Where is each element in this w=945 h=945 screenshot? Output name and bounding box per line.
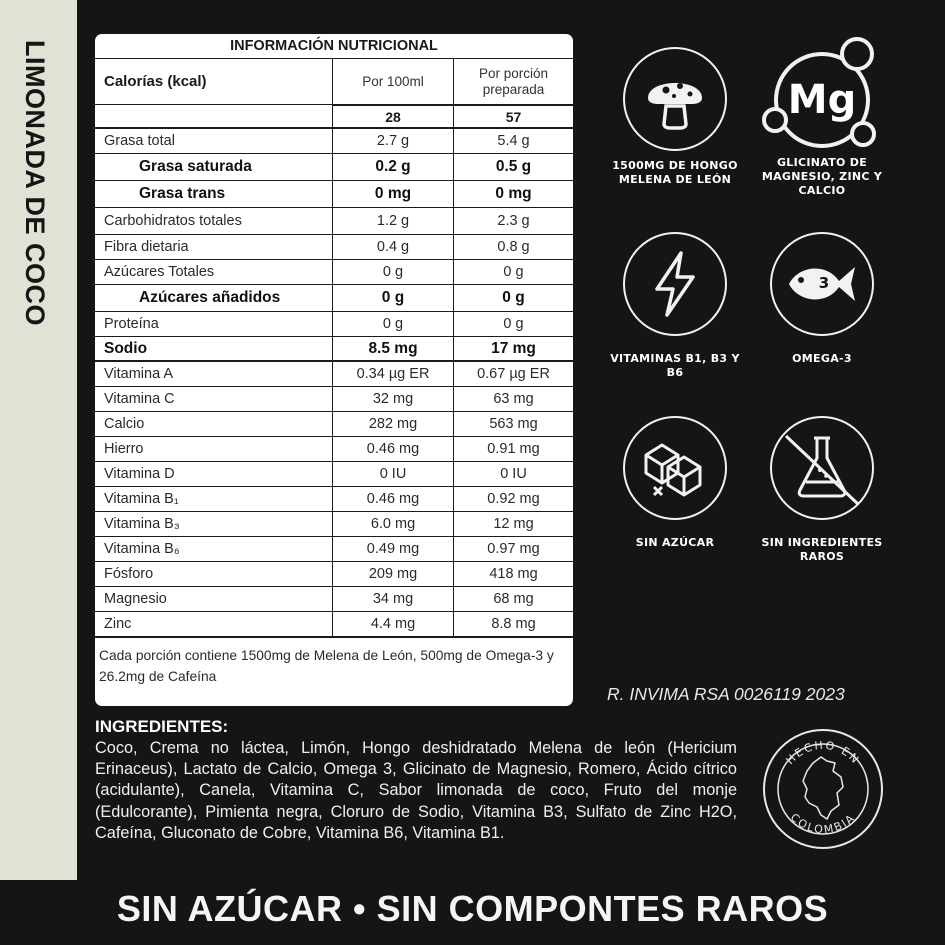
nutrient-value-100ml: 32 mg [332,387,453,411]
nutrient-value-portion: 0.8 g [453,235,573,259]
nutrient-value-100ml: 0.4 g [332,235,453,259]
nutrient-name: Vitamina B₆ [104,541,180,557]
nutrient-name: Fósforo [104,566,154,582]
nutrient-value-100ml: 0 g [332,260,453,284]
made-in-colombia-stamp [761,727,885,851]
nutrition-row [95,312,573,337]
stamp-top-text: HECHO EN [783,738,863,768]
nutrient-name: Grasa total [104,133,175,149]
calories-100ml: 28 [332,105,453,127]
badge-vitamins [610,232,740,380]
nutrition-row [95,260,573,285]
nutrient-name: Vitamina C [104,391,175,407]
calories-row [95,105,573,129]
nutrient-value-portion: 0.67 µg ER [453,362,573,386]
nutrition-row [95,387,573,412]
nutrition-row [95,487,573,512]
nutrient-value-portion: 0 mg [453,181,573,207]
nutrition-row [95,362,573,387]
badge-no-sugar-label: SIN AZÚCAR [635,536,715,549]
nutrition-title: INFORMACIÓN NUTRICIONAL [95,34,573,59]
nutrient-name: Proteína [104,316,159,332]
nutrition-row [95,235,573,260]
fish-icon [770,232,874,336]
calories-label: Calorías (kcal) [104,73,207,90]
nutrient-value-100ml: 0 g [332,312,453,336]
nutrition-row [95,612,573,638]
nutrient-value-100ml: 0 IU [332,462,453,486]
nutrition-note: Cada porción contiene 1500mg de Melena de León, 500mg de Omega-3 y 26.2mg de Cafeína [99,648,554,684]
nutrition-row [95,437,573,462]
nutrient-name: Sodio [104,340,148,357]
colombia-map-icon [803,757,843,819]
badge-no-weird-ingredients [757,416,887,564]
nutrient-value-100ml: 4.4 mg [332,612,453,636]
badge-mushroom-label: 1500MG DE HONGO MELENA DE LEÓN [612,159,738,186]
nutrient-value-portion: 12 mg [453,512,573,536]
nutrient-value-portion: 68 mg [453,587,573,611]
stamp-bottom-text: COLOMBIA [787,810,859,837]
badge-omega-label: OMEGA-3 [792,352,852,365]
nutrient-value-100ml: 0 mg [332,181,453,207]
nutrient-name: Magnesio [104,591,167,607]
calories-portion: 57 [453,105,573,127]
nutrient-value-100ml: 0.2 g [332,154,453,180]
nutrient-value-100ml: 34 mg [332,587,453,611]
nutrition-row [95,129,573,154]
badge-magnesium-label: GLICINATO DE MAGNESIO, ZINC Y CALCIO [761,156,883,197]
nutrient-name: Calcio [104,416,145,432]
nutrient-value-portion: 563 mg [453,412,573,436]
col-header-100ml: Por 100ml [332,59,453,104]
nutrition-row [95,412,573,437]
nutrient-name: Carbohidratos totales [104,213,242,229]
nutrient-value-100ml: 0.46 mg [332,487,453,511]
nutrition-row [95,587,573,612]
nutrient-value-portion: 0.5 g [453,154,573,180]
product-name: LIMONADA DE COCO [20,40,50,326]
badge-no-weird-ingredients-label: SIN INGREDIENTES RAROS [761,536,883,563]
nutrition-facts-panel [95,34,573,706]
nutrient-value-portion: 418 mg [453,562,573,586]
nutrition-row [95,562,573,587]
nutrient-value-100ml: 282 mg [332,412,453,436]
nutrient-value-portion: 63 mg [453,387,573,411]
nutrient-value-portion: 0.91 mg [453,437,573,461]
nutrient-value-portion: 0.97 mg [453,537,573,561]
nutrient-value-100ml: 0.34 µg ER [332,362,453,386]
nutrient-value-portion: 0 IU [453,462,573,486]
crossed-flask-icon [770,416,874,520]
nutrition-row [95,337,573,362]
magnesium-molecule-icon [757,34,887,152]
nutrition-rows [95,129,573,638]
nutrient-value-portion: 17 mg [453,337,573,360]
nutrient-value-portion: 5.4 g [453,129,573,153]
nutrition-row [95,537,573,562]
nutrient-name: Grasa trans [139,185,226,202]
nutrient-name: Zinc [104,616,132,632]
nutrient-value-portion: 2.3 g [453,208,573,234]
nutrient-name: Vitamina B₁ [104,491,179,507]
magnesium-symbol: Mg [787,77,857,123]
nutrition-row [95,181,573,208]
registration-number: R. INVIMA RSA 0026119 2023 [607,684,845,704]
nutrient-value-portion: 8.8 mg [453,612,573,636]
nutrient-name: Hierro [104,441,144,457]
nutrient-value-100ml: 2.7 g [332,129,453,153]
nutrition-row [95,285,573,312]
badge-magnesium [757,34,887,198]
nutrient-name: Azúcares añadidos [139,289,281,306]
svg-text:HECHO EN [783,739,862,767]
badge-omega [757,232,887,366]
nutrition-row [95,462,573,487]
nutrient-value-100ml: 1.2 g [332,208,453,234]
nutrient-name: Azúcares Totales [104,264,215,280]
nutrient-value-100ml: 0.49 mg [332,537,453,561]
mushroom-icon [623,47,727,151]
badge-vitamins-label: VITAMINAS B1, B3 Y B6 [610,352,740,379]
lightning-bolt-icon [623,232,727,336]
svg-text:COLOMBIA [788,811,858,836]
nutrition-row [95,512,573,537]
omega-symbol: 3 [818,274,830,292]
col-header-portion: Por porción preparada [453,59,573,104]
nutrient-value-100ml: 6.0 mg [332,512,453,536]
nutrient-value-portion: 0 g [453,260,573,284]
nutrient-value-portion: 0 g [453,285,573,311]
badge-no-sugar [610,416,740,550]
nutrient-value-100ml: 8.5 mg [332,337,453,360]
footer-banner [0,880,945,945]
nutrition-header-row [95,59,573,105]
sugar-cubes-icon [623,416,727,520]
nutrient-value-100ml: 0 g [332,285,453,311]
nutrient-name: Vitamina D [104,466,175,482]
nutrient-name: Vitamina B₃ [104,516,180,532]
nutrient-value-100ml: 209 mg [332,562,453,586]
nutrient-value-portion: 0.92 mg [453,487,573,511]
nutrient-name: Fibra dietaria [104,239,189,255]
ingredients-title: INGREDIENTES: [95,717,229,736]
footer-slogan: SIN AZÚCAR • SIN COMPONTES RAROS [116,888,829,929]
ingredients-text: Coco, Crema no láctea, Limón, Hongo deshidratado Melena de león (Hericium Erinaceus), Lactato de Calcio, Omega 3, Glicinato de Magnesio, Romero, Ácido cítrico (acidulante), Canela, Vitamina C, Sabor limonada de coco, Fruto del monje (Edulcorante), Pimienta negra, Cloruro de Sodio, Vitamina B3, Sulfato de Zinc H2O, Cafeína, Gluconato de Cobre, Vitamina B6, Vitamina B1. [95,739,737,842]
nutrient-value-portion: 0 g [453,312,573,336]
nutrition-row [95,208,573,235]
nutrient-name: Vitamina A [104,366,174,382]
side-band [0,0,77,880]
nutrient-name: Grasa saturada [139,158,252,175]
nutrient-value-100ml: 0.46 mg [332,437,453,461]
nutrition-row [95,154,573,181]
badge-mushroom [610,47,740,187]
